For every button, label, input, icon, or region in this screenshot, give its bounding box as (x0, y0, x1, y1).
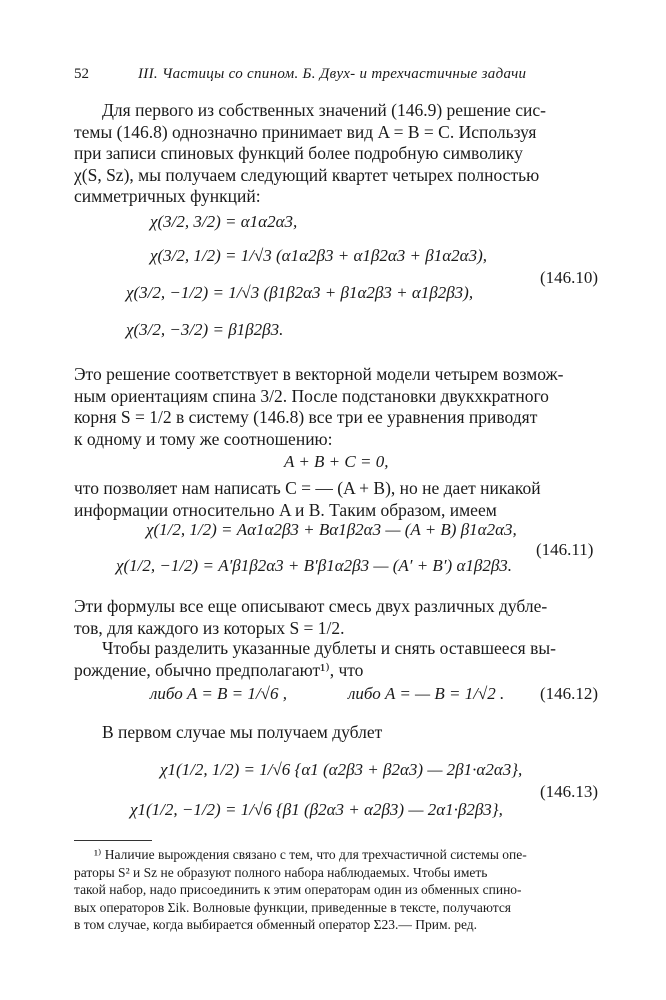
footnote-rule (74, 840, 152, 841)
eq-part-left: либо A = B = 1/√6 , (150, 684, 287, 703)
eq-line: χ(3/2, −1/2) = 1/√3 (β1β2α3 + β1α2β3 + α1β2β3), (126, 283, 474, 302)
equation-number: (146.10) (540, 268, 599, 287)
eq-part-right: либо A = — B = 1/√2 . (348, 684, 505, 703)
eq-line: χ(3/2, −3/2) = β1β2β3. (126, 320, 284, 339)
eq-line: χ(3/2, 3/2) = α1α2α3, (150, 212, 298, 231)
eq-line: χ1(1/2, 1/2) = 1/√6 {α1 (α2β3 + β2α3) — 2β1·α2α3}, (160, 760, 523, 779)
paragraph-4: Эти формулы все еще описывают смесь двух различных дубле- тов, для каждого из которых S = 1/2. (74, 596, 548, 638)
running-title: III. Частицы со спином. Б. Двух- и трехчастичные задачи (138, 66, 527, 82)
equation-sum: A + B + C = 0, (284, 452, 389, 471)
paragraph-3: что позволяет нам написать C = — (A + B), но не дает никакой информации относительно A и B. Таким образом, имеем (74, 478, 541, 520)
paragraph-6: В первом случае мы получаем дублет (102, 722, 383, 742)
page-number: 52 (74, 66, 89, 82)
equation-number: (146.12) (540, 684, 599, 703)
eq-line: χ(3/2, 1/2) = 1/√3 (α1α2β3 + α1β2α3 + β1α2α3), (150, 246, 487, 265)
page-header (74, 66, 606, 90)
eq-line: χ(1/2, −1/2) = A′β1β2α3 + B′β1α2β3 — (A′ + B′) α1β2β3. (116, 556, 513, 575)
eq-line: χ(1/2, 1/2) = Aα1α2β3 + Bα1β2α3 — (A + B) β1α2α3, (146, 520, 517, 539)
footnote: ¹⁾ Наличие вырождения связано с тем, что для трехчастичной системы опе- раторы S² и Sz не образуют полного набора наблюдаемых. Чтобы иметь такой набор, надо присоединить к этим операторам один из обменных спино- вых операторов Σik. Волновые функции, приведенные в тексте, получаются в том случае, когда выбирается обменный оператор Σ23.— Прим. ред. (74, 847, 527, 932)
paragraph-2: Это решение соответствует в векторной модели четырем возмож- ным ориентациям спина 3/2. После подстановки двукхкратного корня S = 1/2 в систему (146.8) все три ее уравнения приводят к одному и тому же соотношению: (74, 364, 564, 449)
paragraph-1: Для первого из собственных значений (146.9) решение сис- темы (146.8) однозначно принимает вид A = B = C. Используя при записи спиновых функций более подробную символику χ(S, Sz), мы получаем следующий квартет четырех полностью симметричных функций: (74, 100, 546, 206)
equation-number: (146.11) (536, 540, 594, 559)
equation-number: (146.13) (540, 782, 599, 801)
eq-line: χ1(1/2, −1/2) = 1/√6 {β1 (β2α3 + α2β3) — 2α1·β2β3}, (130, 800, 503, 819)
paragraph-5: Чтобы разделить указанные дублеты и снять оставшееся вы- рождение, обычно предполагают¹⁾, что (74, 638, 556, 680)
